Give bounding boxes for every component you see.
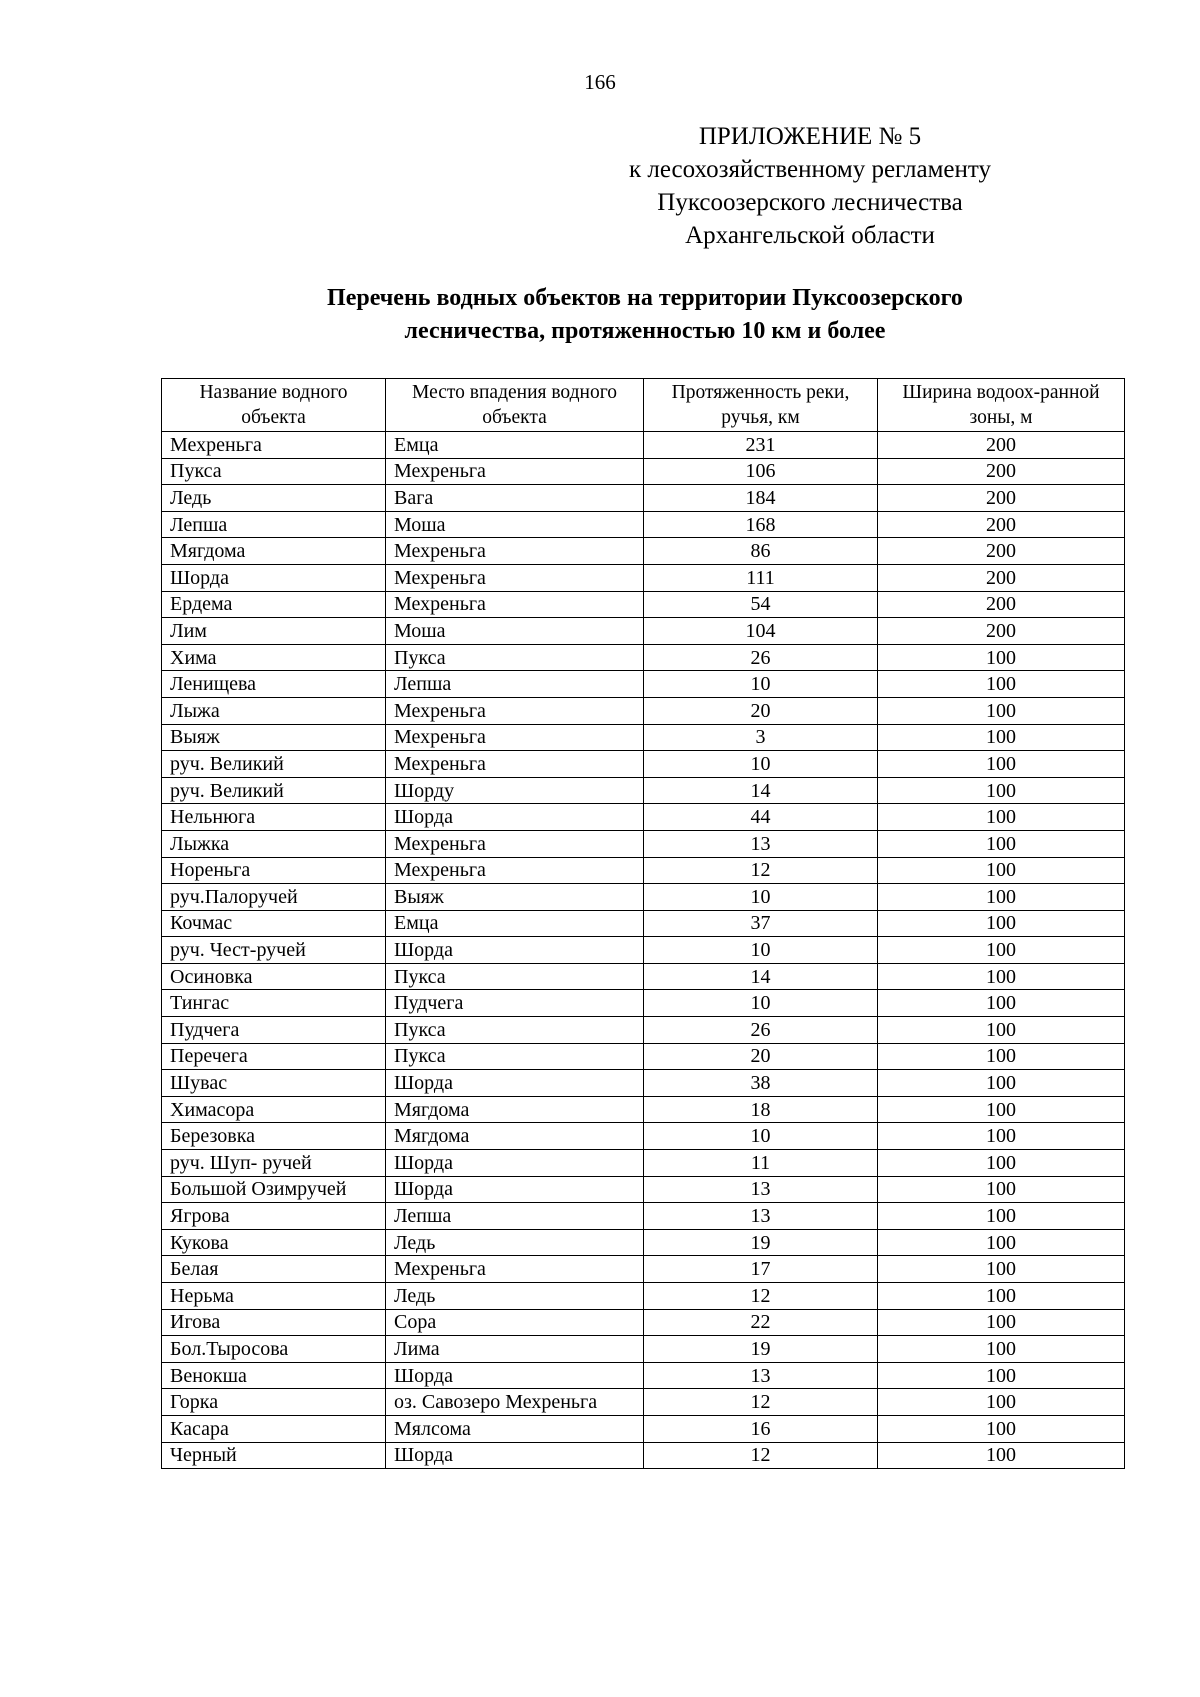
cell-mouth-location: Пукса [386,963,644,990]
table-row [162,724,1125,751]
cell-mouth-location: Мягдома [386,1096,644,1123]
cell-length-km: 20 [644,697,878,724]
cell-length-km: 18 [644,1096,878,1123]
cell-length-km: 54 [644,591,878,618]
cell-water-object-name: Тингас [162,990,386,1017]
cell-mouth-location: Шорда [386,1150,644,1177]
cell-mouth-location: Мехреньга [386,538,644,565]
cell-water-object-name: руч. Шуп- ручей [162,1150,386,1177]
table-row [162,1336,1125,1363]
cell-water-object-name: Пукса [162,458,386,485]
cell-mouth-location: Мехреньга [386,591,644,618]
table-row [162,830,1125,857]
cell-length-km: 111 [644,564,878,591]
table-row [162,697,1125,724]
cell-mouth-location: Лепша [386,1203,644,1230]
cell-protection-zone-width: 100 [878,963,1125,990]
table-header-row [162,379,1125,432]
cell-length-km: 17 [644,1256,878,1283]
cell-length-km: 14 [644,777,878,804]
cell-length-km: 13 [644,1362,878,1389]
cell-protection-zone-width: 200 [878,458,1125,485]
table-row [162,1415,1125,1442]
cell-mouth-location: Пудчега [386,990,644,1017]
cell-protection-zone-width: 100 [878,1256,1125,1283]
cell-water-object-name: Кукова [162,1229,386,1256]
table-row [162,1203,1125,1230]
cell-protection-zone-width: 100 [878,1442,1125,1469]
cell-water-object-name: Химасора [162,1096,386,1123]
cell-length-km: 10 [644,990,878,1017]
cell-length-km: 86 [644,538,878,565]
cell-water-object-name: Касара [162,1415,386,1442]
appendix-heading [560,120,1060,252]
header-zone-width: Ширина водоох-ранной зоны, м [878,379,1125,432]
cell-water-object-name: Ледь [162,485,386,512]
table-row [162,1150,1125,1177]
cell-water-object-name: Ягрова [162,1203,386,1230]
cell-water-object-name: Шувас [162,1070,386,1097]
water-objects-table [161,378,1125,1469]
cell-length-km: 19 [644,1336,878,1363]
table-row [162,1070,1125,1097]
cell-mouth-location: Мехреньга [386,751,644,778]
table-row [162,458,1125,485]
cell-length-km: 44 [644,804,878,831]
cell-protection-zone-width: 200 [878,591,1125,618]
cell-water-object-name: руч. Чест-ручей [162,937,386,964]
table-row [162,485,1125,512]
cell-mouth-location: Шорда [386,937,644,964]
cell-mouth-location: Мехреньга [386,697,644,724]
cell-protection-zone-width: 100 [878,990,1125,1017]
cell-length-km: 12 [644,1389,878,1416]
cell-protection-zone-width: 200 [878,538,1125,565]
cell-water-object-name: руч. Великий [162,751,386,778]
document-title [0,282,1200,348]
cell-length-km: 22 [644,1309,878,1336]
cell-length-km: 168 [644,511,878,538]
cell-mouth-location: Мехреньга [386,857,644,884]
cell-mouth-location: Мялсома [386,1415,644,1442]
cell-protection-zone-width: 100 [878,830,1125,857]
cell-water-object-name: Пудчега [162,1017,386,1044]
cell-mouth-location: Пукса [386,1017,644,1044]
cell-water-object-name: Лыжа [162,697,386,724]
cell-length-km: 11 [644,1150,878,1177]
cell-mouth-location: Шорду [386,777,644,804]
cell-length-km: 13 [644,1176,878,1203]
cell-mouth-location: Пукса [386,1043,644,1070]
cell-water-object-name: Мягдома [162,538,386,565]
cell-mouth-location: Вага [386,485,644,512]
table-row [162,591,1125,618]
cell-protection-zone-width: 100 [878,1123,1125,1150]
cell-mouth-location: Шорда [386,1176,644,1203]
table-row [162,1043,1125,1070]
table-row [162,1256,1125,1283]
cell-water-object-name: Перечега [162,1043,386,1070]
cell-protection-zone-width: 100 [878,1176,1125,1203]
table-row [162,963,1125,990]
cell-protection-zone-width: 100 [878,644,1125,671]
cell-protection-zone-width: 100 [878,1283,1125,1310]
cell-protection-zone-width: 200 [878,432,1125,459]
cell-protection-zone-width: 100 [878,697,1125,724]
cell-protection-zone-width: 100 [878,1070,1125,1097]
document-title-line-1: Перечень водных объектов на территории Пуксоозерского [327,285,963,311]
cell-water-object-name: Выяж [162,724,386,751]
cell-protection-zone-width: 200 [878,511,1125,538]
document-title-line-2: лесничества, протяженностью 10 км и более [404,318,886,344]
cell-mouth-location: Мехреньга [386,458,644,485]
appendix-line-4: Архангельской области [685,222,935,249]
cell-water-object-name: Мехреньга [162,432,386,459]
cell-length-km: 19 [644,1229,878,1256]
cell-length-km: 106 [644,458,878,485]
cell-length-km: 10 [644,751,878,778]
table-row [162,1389,1125,1416]
cell-water-object-name: Нерьма [162,1283,386,1310]
table-row [162,1123,1125,1150]
cell-length-km: 26 [644,644,878,671]
cell-length-km: 14 [644,963,878,990]
cell-mouth-location: Моша [386,511,644,538]
cell-protection-zone-width: 100 [878,937,1125,964]
cell-water-object-name: Нореньга [162,857,386,884]
cell-mouth-location: Ледь [386,1229,644,1256]
cell-mouth-location: Моша [386,618,644,645]
cell-length-km: 10 [644,884,878,911]
cell-protection-zone-width: 100 [878,724,1125,751]
table-body [162,432,1125,1469]
cell-protection-zone-width: 100 [878,1415,1125,1442]
cell-length-km: 3 [644,724,878,751]
table-row [162,937,1125,964]
cell-protection-zone-width: 100 [878,1336,1125,1363]
table-row [162,751,1125,778]
cell-length-km: 12 [644,1442,878,1469]
cell-protection-zone-width: 100 [878,1150,1125,1177]
cell-protection-zone-width: 100 [878,910,1125,937]
cell-length-km: 37 [644,910,878,937]
header-length: Протяженность реки, ручья, км [644,379,878,432]
table-row [162,857,1125,884]
cell-protection-zone-width: 100 [878,751,1125,778]
cell-mouth-location: Мягдома [386,1123,644,1150]
cell-length-km: 13 [644,830,878,857]
cell-water-object-name: Черный [162,1442,386,1469]
cell-water-object-name: Лыжка [162,830,386,857]
cell-length-km: 10 [644,671,878,698]
appendix-line-3: Пуксоозерского лесничества [657,189,963,216]
table-row [162,1362,1125,1389]
cell-protection-zone-width: 100 [878,1309,1125,1336]
appendix-line-1: ПРИЛОЖЕНИЕ № 5 [698,123,922,150]
header-name: Название водного объекта [162,379,386,432]
cell-water-object-name: руч.Палоручей [162,884,386,911]
cell-mouth-location: Мехреньга [386,830,644,857]
cell-mouth-location: оз. Савозеро Мехреньга [386,1389,644,1416]
cell-water-object-name: Березовка [162,1123,386,1150]
cell-protection-zone-width: 100 [878,1096,1125,1123]
cell-protection-zone-width: 100 [878,671,1125,698]
cell-water-object-name: Кочмас [162,910,386,937]
cell-protection-zone-width: 200 [878,618,1125,645]
cell-mouth-location: Ледь [386,1283,644,1310]
cell-length-km: 20 [644,1043,878,1070]
cell-mouth-location: Шорда [386,804,644,831]
cell-protection-zone-width: 100 [878,804,1125,831]
cell-water-object-name: Ленищева [162,671,386,698]
table-row [162,644,1125,671]
table-row [162,910,1125,937]
cell-water-object-name: Ердема [162,591,386,618]
table-row [162,1176,1125,1203]
cell-water-object-name: Осиновка [162,963,386,990]
cell-mouth-location: Мехреньга [386,724,644,751]
page-number: 166 [584,70,616,94]
table-row [162,1017,1125,1044]
cell-length-km: 10 [644,937,878,964]
cell-protection-zone-width: 100 [878,1203,1125,1230]
cell-length-km: 12 [644,857,878,884]
cell-protection-zone-width: 100 [878,1362,1125,1389]
cell-mouth-location: Шорда [386,1362,644,1389]
cell-water-object-name: Хима [162,644,386,671]
cell-water-object-name: Белая [162,1256,386,1283]
table-row [162,1283,1125,1310]
cell-mouth-location: Емца [386,432,644,459]
cell-water-object-name: Игова [162,1309,386,1336]
cell-protection-zone-width: 100 [878,1017,1125,1044]
table-row [162,538,1125,565]
table-row [162,511,1125,538]
cell-mouth-location: Пукса [386,644,644,671]
cell-water-object-name: Большой Озимручей [162,1176,386,1203]
table-row [162,618,1125,645]
cell-length-km: 184 [644,485,878,512]
cell-length-km: 26 [644,1017,878,1044]
table-row [162,804,1125,831]
cell-protection-zone-width: 100 [878,884,1125,911]
table-row [162,1096,1125,1123]
cell-mouth-location: Выяж [386,884,644,911]
cell-length-km: 12 [644,1283,878,1310]
cell-mouth-location: Шорда [386,1442,644,1469]
cell-water-object-name: Венокша [162,1362,386,1389]
cell-mouth-location: Мехреньга [386,564,644,591]
cell-length-km: 104 [644,618,878,645]
appendix-line-2: к лесохозяйственному регламенту [628,156,992,183]
table-row [162,884,1125,911]
cell-mouth-location: Мехреньга [386,1256,644,1283]
cell-protection-zone-width: 100 [878,1389,1125,1416]
cell-water-object-name: Бол.Тыросова [162,1336,386,1363]
table-row [162,564,1125,591]
cell-length-km: 38 [644,1070,878,1097]
table-row [162,1229,1125,1256]
cell-length-km: 13 [644,1203,878,1230]
cell-mouth-location: Емца [386,910,644,937]
table-row [162,990,1125,1017]
table-row [162,671,1125,698]
cell-water-object-name: Лим [162,618,386,645]
table-row [162,1442,1125,1469]
cell-water-object-name: Шорда [162,564,386,591]
cell-mouth-location: Сора [386,1309,644,1336]
table-row [162,777,1125,804]
cell-protection-zone-width: 100 [878,857,1125,884]
cell-water-object-name: Лепша [162,511,386,538]
cell-water-object-name: Нельнюга [162,804,386,831]
cell-mouth-location: Шорда [386,1070,644,1097]
cell-protection-zone-width: 100 [878,1043,1125,1070]
cell-water-object-name: Горка [162,1389,386,1416]
cell-protection-zone-width: 100 [878,1229,1125,1256]
header-mouth: Место впадения водного объекта [386,379,644,432]
table-row [162,432,1125,459]
cell-length-km: 231 [644,432,878,459]
cell-length-km: 10 [644,1123,878,1150]
cell-protection-zone-width: 100 [878,777,1125,804]
cell-mouth-location: Лима [386,1336,644,1363]
cell-protection-zone-width: 200 [878,485,1125,512]
cell-length-km: 16 [644,1415,878,1442]
table-header [162,379,1125,432]
table-row [162,1309,1125,1336]
cell-protection-zone-width: 200 [878,564,1125,591]
cell-mouth-location: Лепша [386,671,644,698]
cell-water-object-name: руч. Великий [162,777,386,804]
